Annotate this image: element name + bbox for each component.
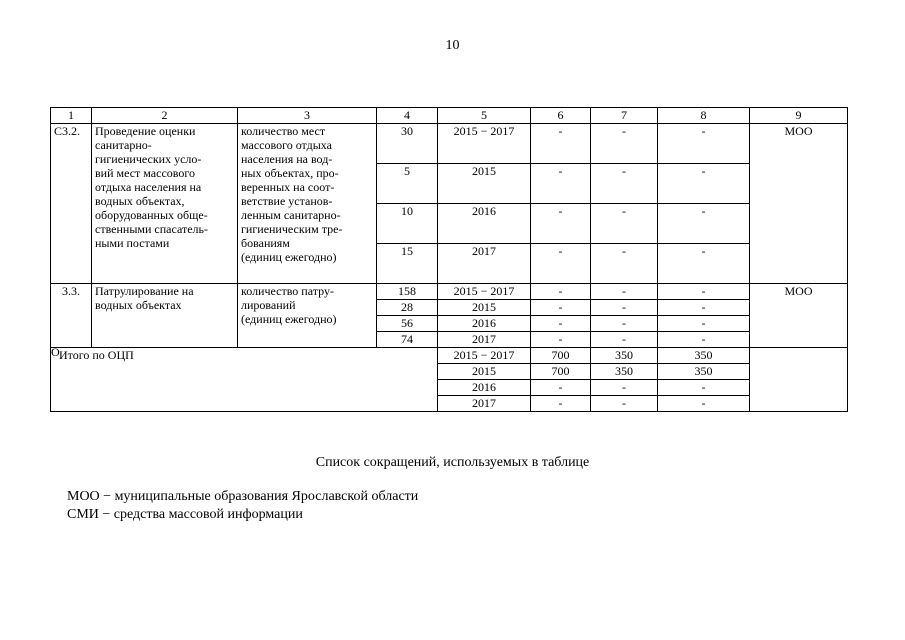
funding-cell: 700 [531, 364, 591, 380]
row-number: С3.2. [51, 124, 92, 284]
header-cell: 2 [92, 108, 238, 124]
funding-cell: 700 [531, 348, 591, 364]
funding-cell: - [591, 124, 658, 164]
abbreviation-item: МОО − муниципальные образования Ярославской области [67, 489, 419, 504]
funding-cell: - [658, 124, 750, 164]
period: 2015 [438, 300, 531, 316]
period: 2017 [438, 244, 531, 284]
funding-cell: - [591, 380, 658, 396]
funding-cell: - [531, 164, 591, 204]
funding-cell: - [658, 332, 750, 348]
funding-cell: - [658, 244, 750, 284]
period: 2016 [438, 380, 531, 396]
funding-cell: - [591, 204, 658, 244]
funding-cell: - [591, 332, 658, 348]
header-cell: 6 [531, 108, 591, 124]
funding-cell: - [658, 316, 750, 332]
indicator-value: 30 [377, 124, 438, 164]
table-row [51, 124, 848, 164]
indicator-name: количество патру- лирований (единиц ежегодно) [238, 284, 377, 348]
funding-cell: - [591, 300, 658, 316]
funding-cell: 350 [658, 364, 750, 380]
indicator-name: количество мест массового отдыха населения на вод- ных объектах, про- веренных на соот- ветствие установ- ленным санитарно- гигиеническим тре- бованиям (единиц ежегодно) [238, 124, 377, 284]
header-cell: 4 [377, 108, 438, 124]
indicator-value: 158 [377, 284, 438, 300]
period: 2017 [438, 332, 531, 348]
period: 2016 [438, 204, 531, 244]
indicator-value: 28 [377, 300, 438, 316]
funding-cell: - [658, 164, 750, 204]
indicator-value: 10 [377, 204, 438, 244]
abbreviation-item: СМИ − средства массовой информации [67, 507, 303, 522]
table-row [51, 284, 848, 300]
funding-cell: - [591, 284, 658, 300]
total-label [51, 348, 438, 412]
indicator-value: 56 [377, 316, 438, 332]
funding-cell: - [591, 164, 658, 204]
period: 2015 − 2017 [438, 124, 531, 164]
total-row [51, 348, 848, 364]
funding-cell: - [658, 284, 750, 300]
header-cell: 8 [658, 108, 750, 124]
period: 2015 [438, 364, 531, 380]
header-cell: 1 [51, 108, 92, 124]
period: 2016 [438, 316, 531, 332]
header-cell: 7 [591, 108, 658, 124]
header-row [51, 108, 848, 124]
page-number: 10 [445, 38, 460, 53]
funding-cell: - [531, 204, 591, 244]
executor: МОО [750, 284, 848, 348]
period: 2015 [438, 164, 531, 204]
funding-cell: - [531, 332, 591, 348]
stray-mark: О [51, 347, 60, 359]
row-number: 3.3. [51, 284, 92, 348]
funding-cell: - [658, 300, 750, 316]
header-cell: 5 [438, 108, 531, 124]
measure-name: Патрулирование на водных объектах [92, 284, 238, 348]
executor [750, 348, 848, 412]
abbreviations-title: Список сокращений, используемых в таблице [315, 455, 590, 470]
abbreviations-list [67, 488, 418, 524]
funding-cell: - [531, 124, 591, 164]
funding-cell: - [531, 316, 591, 332]
funding-cell: - [531, 396, 591, 412]
funding-cell: 350 [591, 364, 658, 380]
funding-cell: - [658, 380, 750, 396]
period: 2015 − 2017 [438, 284, 531, 300]
measure-name: Проведение оценки санитарно- гигиенических усло- вий мест массового отдыха населения на водных объектах, оборудованных обще- ственными спасатель- ными постами [92, 124, 238, 284]
indicator-value: 74 [377, 332, 438, 348]
funding-cell: - [591, 244, 658, 284]
funding-cell: - [591, 396, 658, 412]
funding-cell: 350 [658, 348, 750, 364]
executor: МОО [750, 124, 848, 284]
funding-cell: - [531, 380, 591, 396]
indicator-value: 5 [377, 164, 438, 204]
header-cell: 3 [238, 108, 377, 124]
header-cell: 9 [750, 108, 848, 124]
funding-cell: - [591, 316, 658, 332]
funding-cell: - [531, 244, 591, 284]
period: 2017 [438, 396, 531, 412]
total-label-text: Итого по ОЦП [59, 348, 134, 362]
funding-cell: - [658, 204, 750, 244]
funding-cell: - [658, 396, 750, 412]
indicator-value: 15 [377, 244, 438, 284]
program-table [50, 107, 848, 412]
funding-cell: 350 [591, 348, 658, 364]
funding-cell: - [531, 284, 591, 300]
funding-cell: - [531, 300, 591, 316]
period: 2015 − 2017 [438, 348, 531, 364]
